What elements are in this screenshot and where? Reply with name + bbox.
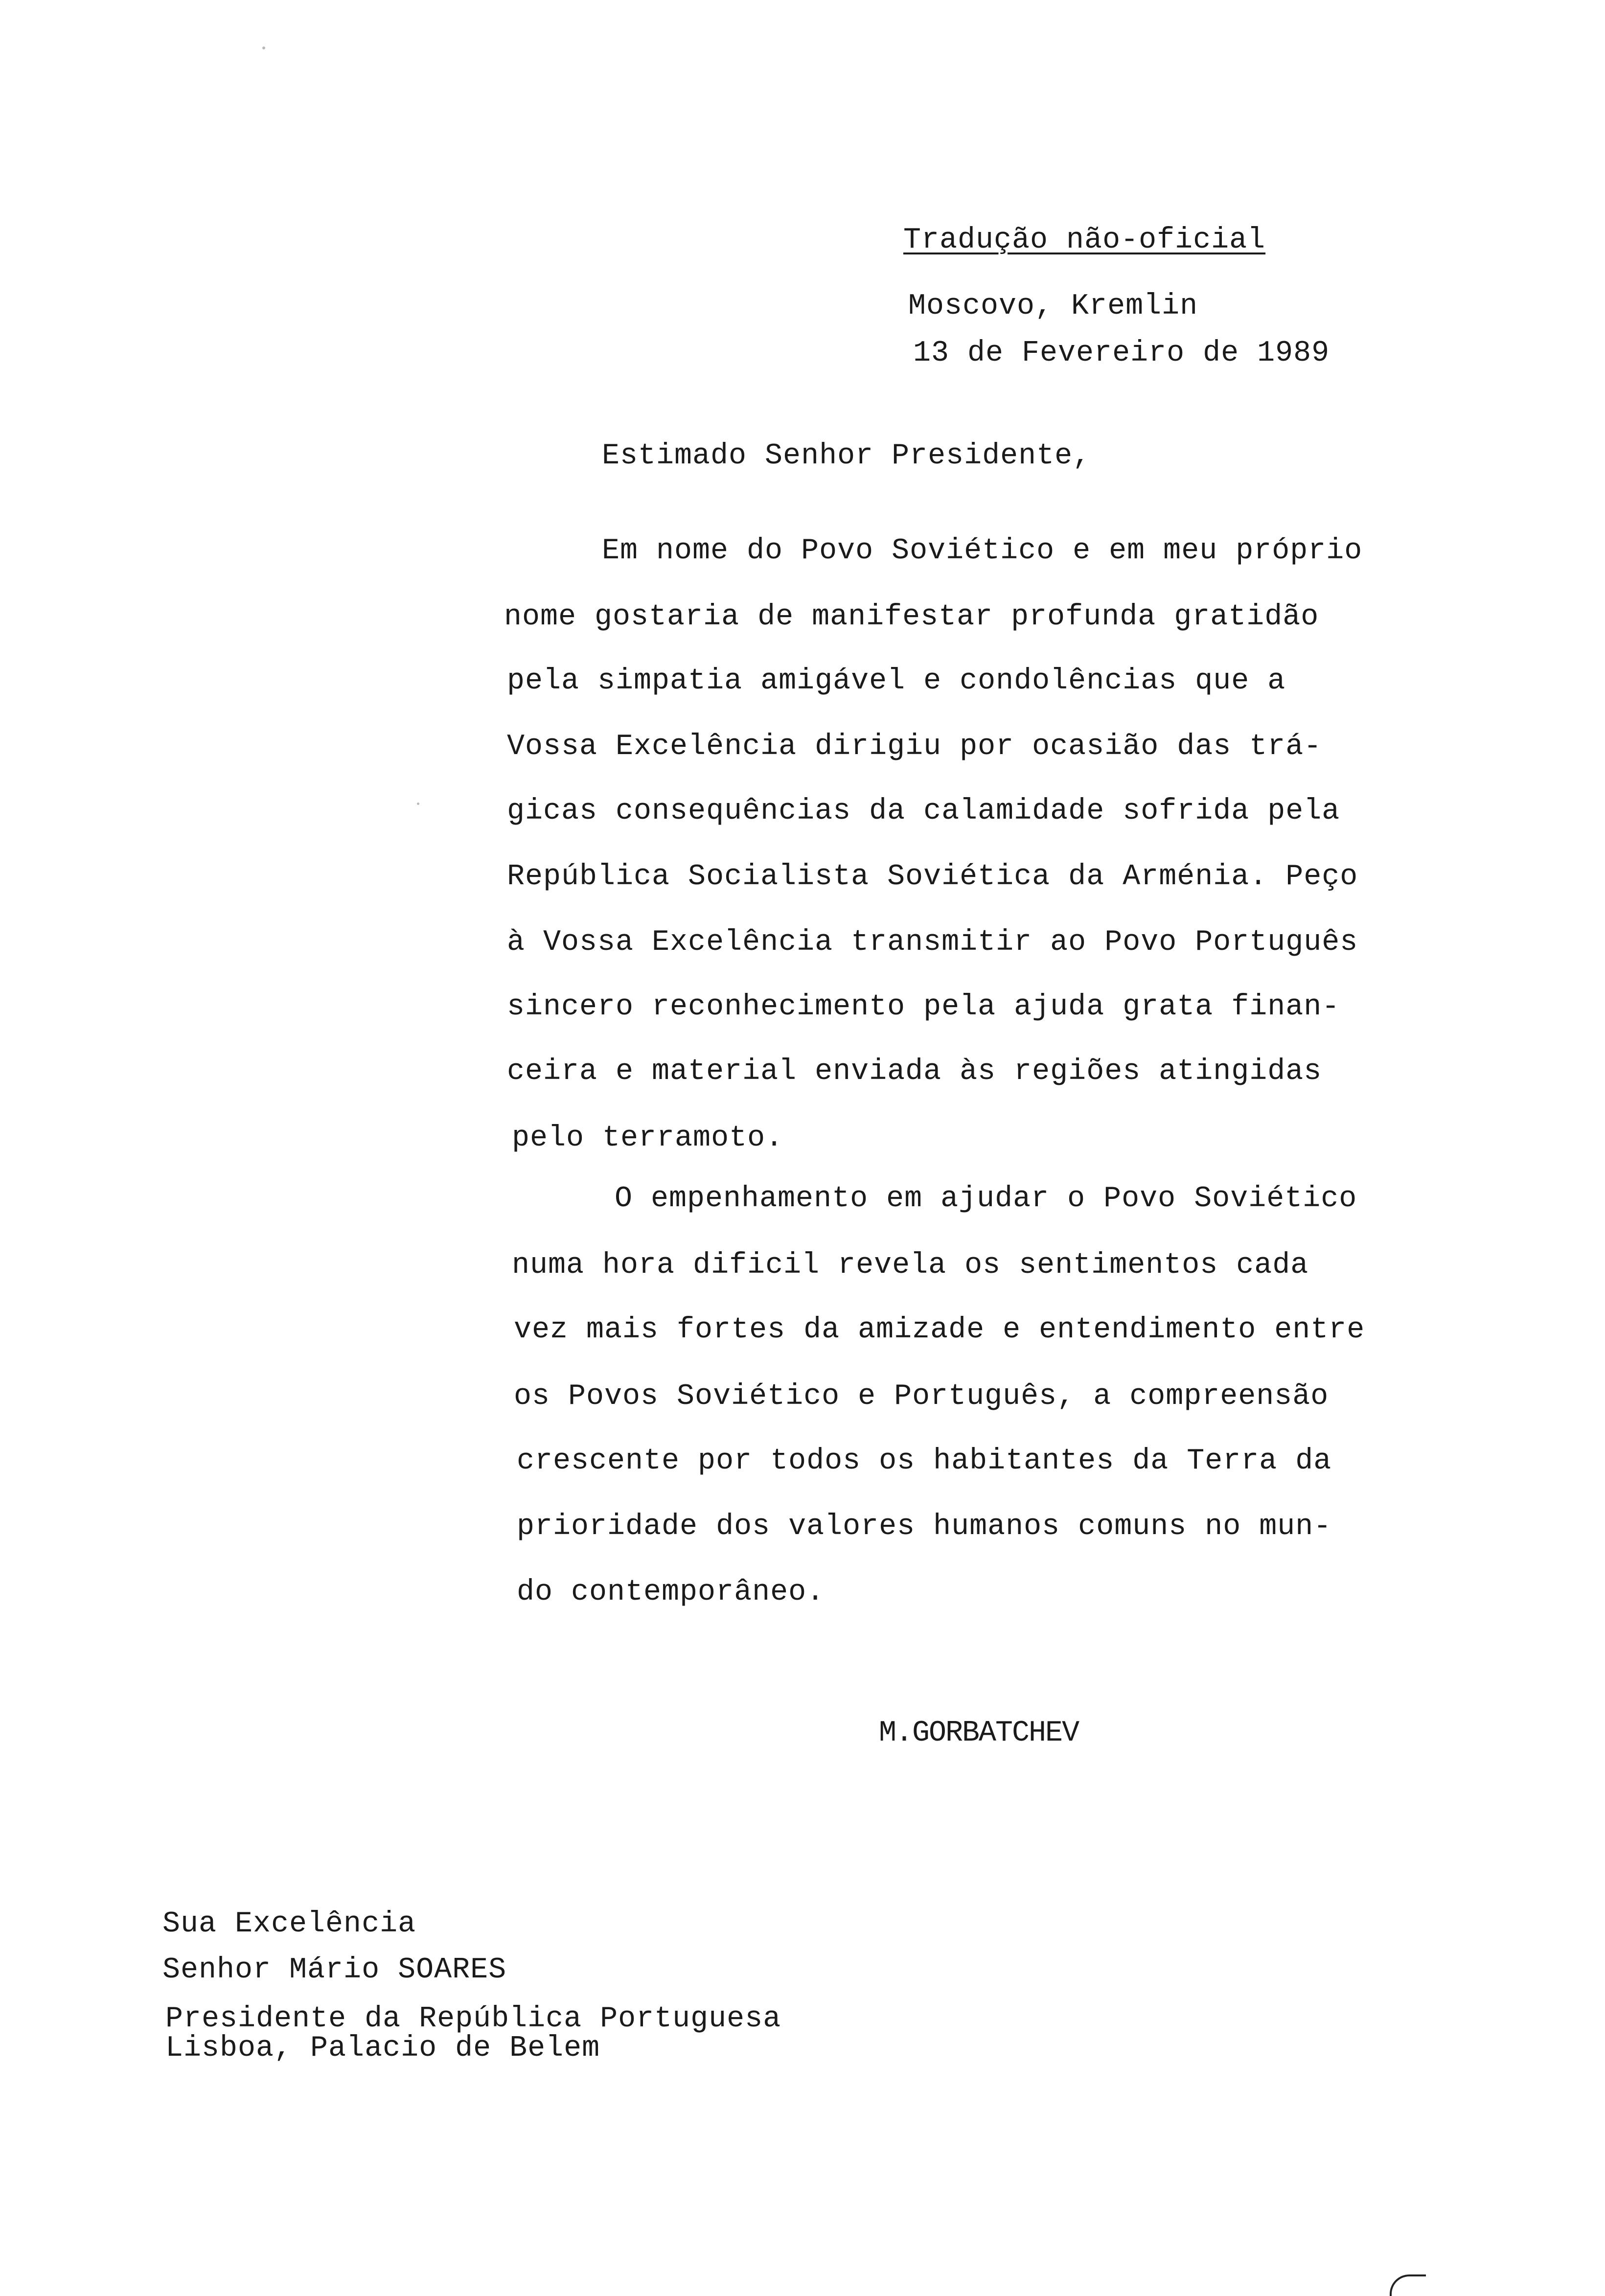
- salutation: Estimado Senhor Presidente,: [602, 439, 1091, 473]
- body-line: Em nome do Povo Soviético e em meu próprio: [602, 534, 1363, 568]
- scan-speck: [262, 46, 265, 49]
- scan-speck: [417, 803, 419, 805]
- body-line: do contemporâneo.: [517, 1576, 825, 1609]
- body-line: os Povos Soviético e Português, a compreensão: [514, 1380, 1329, 1413]
- addressee-location: Lisboa, Palacio de Belem: [165, 2032, 600, 2065]
- body-line: O empenhamento em ajudar o Povo Soviético: [615, 1182, 1357, 1216]
- body-line: República Socialista Soviética da Arménia. Peço: [507, 860, 1358, 894]
- body-line: sincero reconhecimento pela ajuda grata finan-: [507, 990, 1340, 1024]
- scan-edge-mark: [1390, 2274, 1426, 2296]
- body-line: crescente por todos os habitantes da Terra da: [517, 1445, 1332, 1478]
- body-line: Vossa Excelência dirigiu por ocasião das trá-: [507, 730, 1322, 763]
- body-line: pelo terramoto.: [512, 1122, 784, 1155]
- body-line: pela simpatia amigável e condolências que a: [507, 665, 1286, 698]
- letter-place: Moscovo, Kremlin: [908, 290, 1198, 323]
- body-line: ceira e material enviada às regiões atingidas: [507, 1055, 1322, 1088]
- translation-note: Tradução não-oficial: [903, 224, 1266, 257]
- body-line: vez mais fortes da amizade e entendimento entre: [514, 1313, 1365, 1347]
- body-line: prioridade dos valores humanos comuns no mun-: [517, 1510, 1332, 1543]
- body-line: à Vossa Excelência transmitir ao Povo Português: [507, 926, 1358, 959]
- body-line: gicas consequências da calamidade sofrida pela: [507, 795, 1340, 828]
- signature-name: M.GORBATCHEV: [879, 1717, 1079, 1750]
- addressee-title: Sua Excelência: [162, 1907, 416, 1941]
- letter-date: 13 de Fevereiro de 1989: [913, 337, 1330, 370]
- body-line: nome gostaria de manifestar profunda gratidão: [504, 600, 1319, 634]
- addressee-name: Senhor Mário SOARES: [162, 1953, 507, 1987]
- addressee-office: Presidente da República Portuguesa: [165, 2002, 781, 2036]
- body-line: numa hora dificil revela os sentimentos cada: [512, 1249, 1309, 1282]
